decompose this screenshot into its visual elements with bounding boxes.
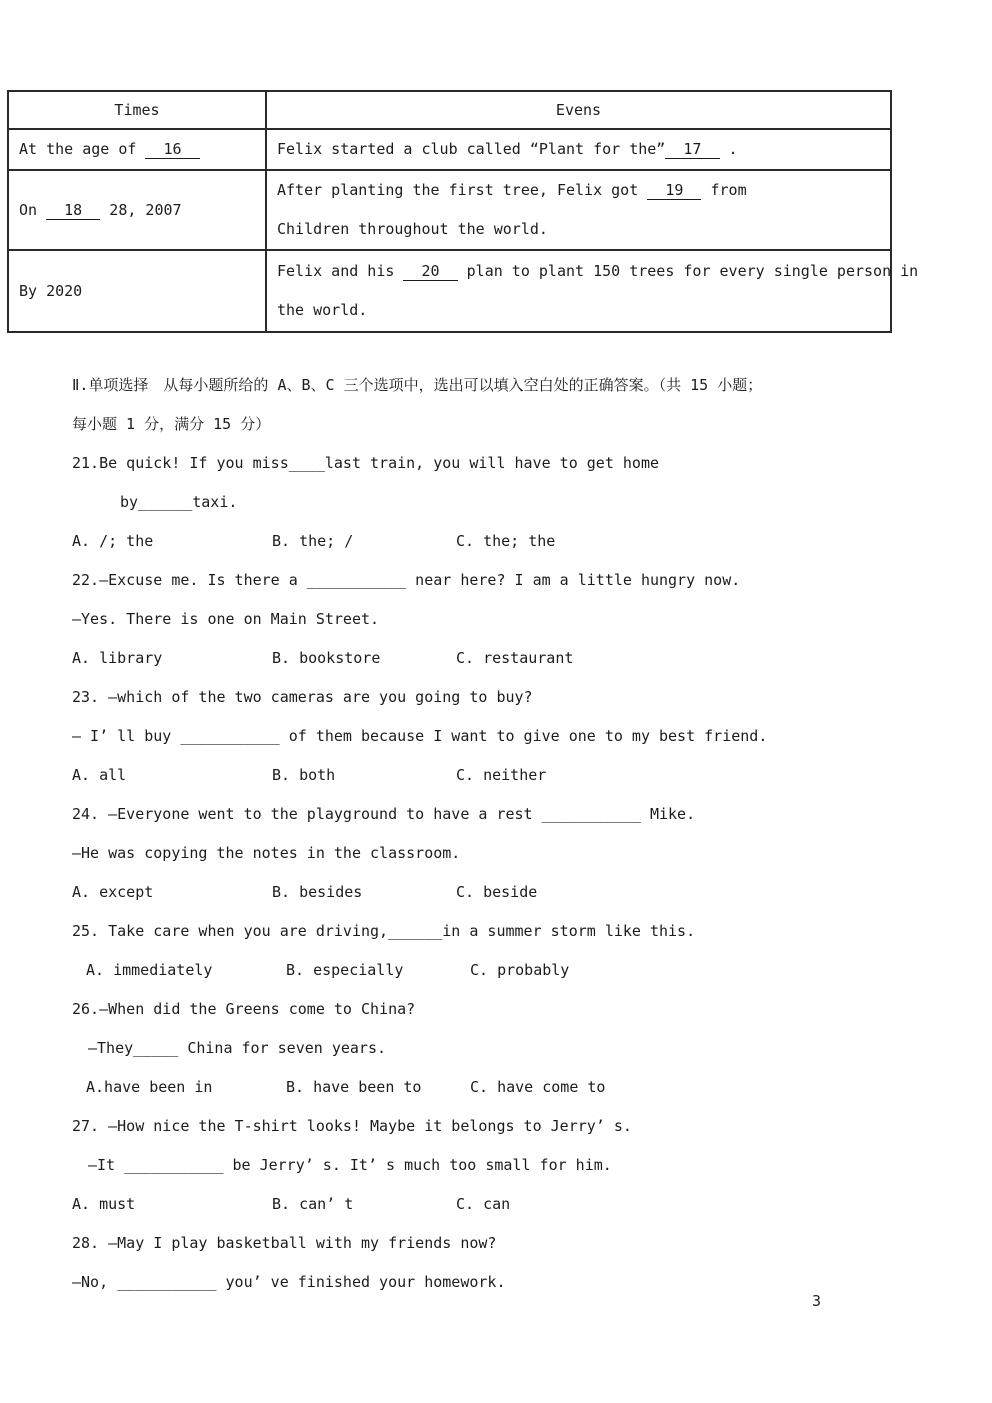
time-cell — [8, 170, 266, 250]
cell-text: Felix and his — [277, 262, 404, 280]
option: C. probably — [470, 961, 570, 979]
option: B. bookstore — [272, 649, 381, 667]
option: A. all — [72, 766, 127, 784]
time-cell — [8, 129, 266, 170]
event-cell — [266, 250, 919, 332]
cell-text: Children throughout the world. — [277, 220, 548, 238]
question-24 — [72, 795, 972, 912]
option: B. besides — [272, 883, 363, 901]
option: B. have been to — [286, 1078, 422, 1096]
table-header-row — [8, 91, 891, 129]
cell-text: At the age of — [19, 140, 146, 158]
page-number: 3 — [812, 1292, 822, 1310]
question-line: 28. —May I play basketball with my friends now? — [72, 1234, 497, 1252]
cell-text: . — [719, 140, 738, 158]
option: C. the; the — [456, 532, 556, 550]
cell-line — [277, 130, 890, 169]
option: C. can — [456, 1195, 511, 1213]
question-line: —Yes. There is one on Main Street. — [72, 610, 380, 628]
question-line: 22.—Excuse me. Is there a ___________ near here? I am a little hungry now. — [72, 571, 741, 589]
question-line: 27. —How nice the T-shirt looks! Maybe it belongs to Jerry’ s. — [72, 1117, 632, 1135]
question-line: by______taxi. — [120, 493, 238, 511]
blank-underline: 17 — [665, 140, 720, 158]
cell-text: the world. — [277, 301, 368, 319]
cell-text: Felix started a club called “Plant for the” — [277, 140, 666, 158]
question-26 — [72, 990, 972, 1107]
questions-list — [72, 444, 972, 1302]
cell-line — [277, 252, 919, 291]
blank-underline: 19 — [647, 181, 702, 199]
options-row — [72, 951, 972, 990]
cell-line — [19, 130, 265, 169]
option: A.have been in — [86, 1078, 213, 1096]
cell-line — [19, 272, 265, 311]
option: C. neither — [456, 766, 547, 784]
table-row — [8, 170, 891, 250]
option: A. /; the — [72, 532, 154, 550]
cell-line — [19, 191, 265, 230]
cell-text: By 2020 — [19, 281, 83, 300]
cell-text: After planting the first tree, Felix got — [277, 181, 648, 199]
question-line: —He was copying the notes in the classroom. — [72, 844, 461, 862]
cell-line — [277, 291, 890, 330]
option: A. except — [72, 883, 154, 901]
question-28 — [72, 1224, 972, 1302]
blank-underline: 18 — [46, 200, 101, 219]
option: B. the; / — [272, 532, 354, 550]
events-table-body — [8, 129, 919, 332]
event-cell — [266, 129, 891, 170]
options-row — [72, 1068, 972, 1107]
table-row — [8, 129, 891, 170]
cell-text: On — [19, 200, 47, 219]
question-line: — I’ ll buy ___________ of them because I want to give one to my best friend. — [72, 727, 768, 745]
cell-line — [277, 210, 890, 249]
options-row — [72, 873, 972, 912]
events-table-container — [7, 90, 919, 333]
time-cell — [8, 250, 266, 332]
option: C. restaurant — [456, 649, 574, 667]
section-heading-line: Ⅱ.单项选择 从每小题所给的 A、B、C 三个选项中，选出可以填入空白处的正确答案。（共 15 小题； — [72, 376, 763, 394]
section-heading-line: 每小题 1 分，满分 15 分） — [72, 415, 271, 433]
question-line: —They_____ China for seven years. — [88, 1039, 387, 1057]
cell-text: 28, 2007 — [100, 200, 182, 219]
question-line: —No, ___________ you’ ve finished your homework. — [72, 1273, 506, 1291]
question-line: 21.Be quick! If you miss____last train, you will have to get home — [72, 454, 659, 472]
question-line: 24. —Everyone went to the playground to have a rest ___________ Mike. — [72, 805, 696, 823]
question-line: —It ___________ be Jerry’ s. It’ s much too small for him. — [88, 1156, 612, 1174]
option: B. can’ t — [272, 1195, 354, 1213]
times-column-header: Times — [8, 91, 266, 129]
options-row — [72, 1185, 972, 1224]
option: C. beside — [456, 883, 538, 901]
question-22 — [72, 561, 972, 678]
option: B. both — [272, 766, 336, 784]
option: A. immediately — [86, 961, 213, 979]
blank-underline: 20 — [403, 262, 458, 280]
option: B. especially — [286, 961, 404, 979]
question-27 — [72, 1107, 972, 1224]
event-cell — [266, 170, 891, 250]
question-25 — [72, 912, 972, 990]
question-line: 23. —which of the two cameras are you going to buy? — [72, 688, 533, 706]
blank-underline: 16 — [145, 140, 200, 158]
cell-text: from — [701, 181, 747, 199]
cell-text: plan to plant 150 trees for every single person in — [457, 262, 919, 280]
options-row — [72, 522, 972, 561]
options-row — [72, 639, 972, 678]
question-line: 25. Take care when you are driving,______in a summer storm like this. — [72, 922, 696, 940]
question-line: 26.—When did the Greens come to China? — [72, 1000, 416, 1018]
option: A. must — [72, 1195, 136, 1213]
evens-column-header: Evens — [266, 91, 891, 129]
events-table — [7, 90, 919, 333]
option: C. have come to — [470, 1078, 606, 1096]
table-row — [8, 250, 891, 332]
option: A. library — [72, 649, 163, 667]
question-21 — [72, 444, 972, 561]
cell-line — [277, 171, 890, 210]
question-section — [72, 366, 972, 1302]
question-23 — [72, 678, 972, 795]
options-row — [72, 756, 972, 795]
